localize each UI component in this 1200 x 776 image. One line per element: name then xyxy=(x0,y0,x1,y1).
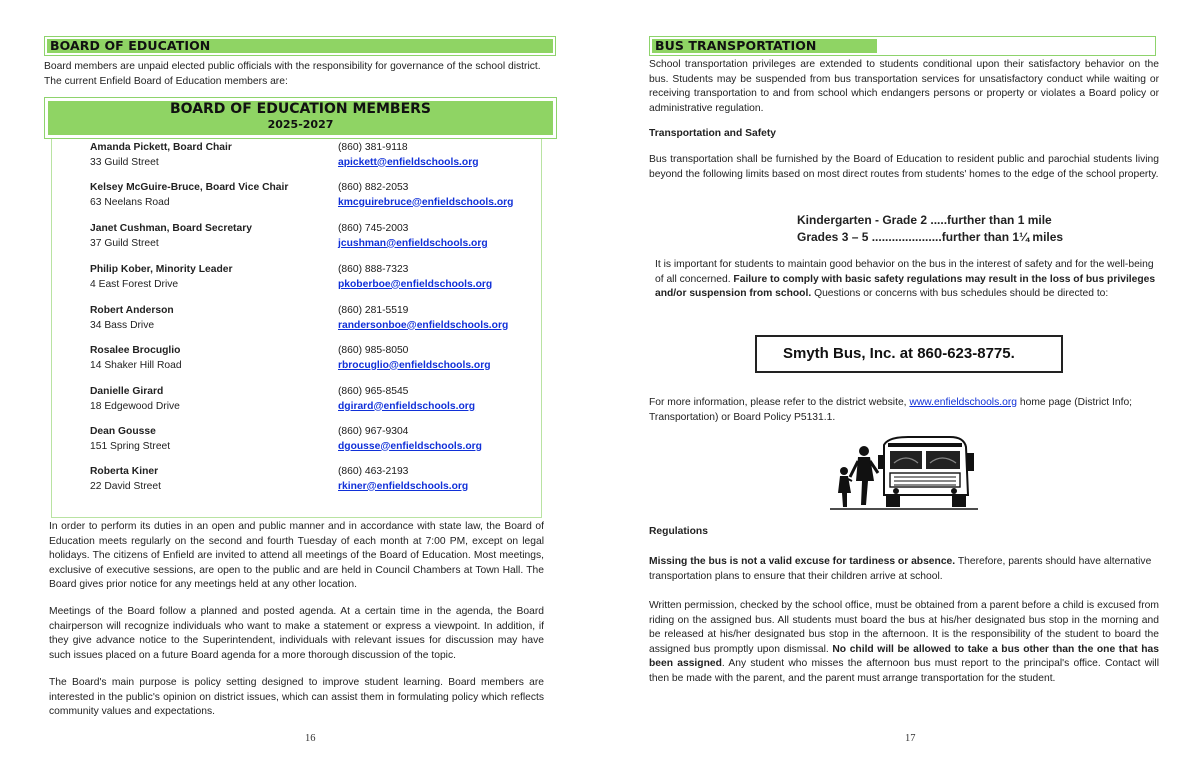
board-intro-line2: The current Enfield Board of Education members are: xyxy=(44,75,288,87)
bus-company-box: Smyth Bus, Inc. at 860-623-8775. xyxy=(755,335,1063,373)
member-name: Rosalee Brocuglio xyxy=(90,345,181,356)
behavior-lead: It is important for students to maintain good behavior on the bus in the interest of safety and for the well-being of all concerned. xyxy=(655,259,1154,285)
member-entry xyxy=(90,181,530,210)
limit-k2: Kindergarten - Grade 2 .....further than 1 mile xyxy=(797,213,1052,227)
member-address: 14 Shaker Hill Road xyxy=(90,359,182,371)
member-entry xyxy=(90,222,530,251)
bus-header-label: BUS TRANSPORTATION xyxy=(652,39,877,53)
board-intro xyxy=(44,60,574,89)
member-address: 34 Bass Drive xyxy=(90,319,155,331)
member-entry xyxy=(90,304,530,333)
missing-bus-warning: Missing the bus is not a valid excuse for tardiness or absence. xyxy=(649,556,956,567)
member-email-link[interactable]: kmcguirebruce@enfieldschools.org xyxy=(338,196,514,208)
member-phone: (860) 745-2003 xyxy=(338,223,409,234)
furnished-paragraph: Bus transportation shall be furnished by the Board of Education to resident public and parochial students living beyond the following limits based on most direct routes from students' homes to the edge of the school property. xyxy=(649,154,1159,180)
member-address: 33 Guild Street xyxy=(90,156,159,168)
member-entry xyxy=(90,465,530,494)
member-address: 37 Guild Street xyxy=(90,237,159,249)
member-entry xyxy=(90,385,530,414)
distance-limits xyxy=(797,212,1063,246)
member-name: Robert Anderson xyxy=(90,305,174,316)
behavior-paragraph xyxy=(655,258,1159,302)
member-email-link[interactable]: rkiner@enfieldschools.org xyxy=(338,480,469,492)
missing-bus-tail: Therefore, parents should have alternative transportation plans to ensure that their children arrive at school. xyxy=(649,556,1152,582)
member-phone: (860) 463-2193 xyxy=(338,466,409,477)
permission-warning: No child will be allowed to take a bus other than the one that has been assigned xyxy=(649,643,1159,670)
member-email-link[interactable]: apickett@enfieldschools.org xyxy=(338,156,479,168)
members-list xyxy=(51,139,542,518)
behavior-tail: Questions or concerns with bus schedules should be directed to: xyxy=(811,288,1109,300)
members-years: 2025-2027 xyxy=(267,118,334,131)
meetings-paragraph: In order to perform its duties in an open and public manner and in accordance with state law, the Board of Education meets regularly on the second and fourth Tuesday of each month at 7:00 PM, except on legal holidays. The citizens of Enfield are invited to attend all meetings of the Board of Education. Most meetings, exclusive of executive sessions, are open to the public and are held in Council Chambers at Town Hall. The Board gives prior notice for any meetings held at any other location. xyxy=(49,521,544,591)
right-page xyxy=(600,0,1200,776)
member-email-link[interactable]: rbrocuglio@enfieldschools.org xyxy=(338,359,491,371)
missing-bus-paragraph xyxy=(649,555,1159,584)
school-bus-with-children-icon xyxy=(828,433,988,513)
agenda-paragraph: Meetings of the Board follow a planned and posted agenda. At a certain time in the agenda, the Board chairperson will recognize individuals who want to make a statement or express a viewpoint. In addition, if they give advance notice to the Superintendent, individuals with relevant issues for discussion may have such issues placed on a future Board agenda for a more thorough discussion of the topic. xyxy=(49,606,544,661)
member-address: 22 David Street xyxy=(90,480,161,492)
board-intro-line1: Board members are unpaid elected public officials with the responsibility for governance of the school district. xyxy=(44,61,541,72)
member-phone: (860) 965-8545 xyxy=(338,386,409,397)
member-address: 4 East Forest Drive xyxy=(90,278,179,290)
member-entry xyxy=(90,263,530,292)
members-title-box xyxy=(44,97,557,139)
member-phone: (860) 888-7323 xyxy=(338,264,409,275)
members-title: BOARD OF EDUCATION MEMBERS xyxy=(170,101,431,117)
member-email-link[interactable]: dgirard@enfieldschools.org xyxy=(338,400,476,412)
district-website-link[interactable]: www.enfieldschools.org xyxy=(909,397,1017,408)
member-phone: (860) 967-9304 xyxy=(338,426,409,437)
member-phone: (860) 281-5519 xyxy=(338,305,409,316)
member-name: Amanda Pickett, Board Chair xyxy=(90,142,232,153)
permission-lead: Written permission, checked by the school office, must be obtained from a parent before a child is excused from riding on the assigned bus. All students must board the bus at his/her designated bus stop in the morning and be released at his/her designated bus stop in the afternoon. It is the responsibility of the student to board the assigned bus promptly upon dismissal. xyxy=(649,600,1159,655)
member-address: 63 Neelans Road xyxy=(90,196,170,208)
member-address: 18 Edgewood Drive xyxy=(90,400,180,412)
behavior-warning: Failure to comply with basic safety regulations may result in the loss of bus privileges and/or suspension from school. xyxy=(655,273,1156,300)
member-name: Dean Gousse xyxy=(90,426,156,437)
board-header xyxy=(44,36,556,56)
member-email-link[interactable]: pkoberboe@enfieldschools.org xyxy=(338,278,493,290)
member-phone: (860) 381-9118 xyxy=(338,142,408,153)
info-paragraph xyxy=(649,396,1159,425)
member-email-link[interactable]: dgousse@enfieldschools.org xyxy=(338,440,482,452)
member-name: Danielle Girard xyxy=(90,386,164,397)
member-name: Philip Kober, Minority Leader xyxy=(90,264,233,275)
member-name: Roberta Kiner xyxy=(90,466,159,477)
purpose-paragraph: The Board's main purpose is policy setting designed to improve student learning. Board members are interested in the public's opinion on district issues, which can assist them in formulating policy which reflects community values and expectations. xyxy=(49,677,544,718)
bus-header xyxy=(649,36,1156,56)
permission-paragraph xyxy=(649,599,1159,687)
member-phone: (860) 882-2053 xyxy=(338,182,409,193)
info-lead: For more information, please refer to the district website, xyxy=(649,397,910,408)
member-entry xyxy=(90,141,530,170)
info-tail: home page (District Info; Transportation) or Board Policy P5131.1. xyxy=(649,397,1133,423)
member-email-link[interactable]: randersonboe@enfieldschools.org xyxy=(338,319,509,331)
page-number-left: 16 xyxy=(305,733,316,744)
regulations-subheading: Regulations xyxy=(649,526,708,537)
member-entry xyxy=(90,344,530,373)
page-number-right: 17 xyxy=(905,733,916,744)
limit-3-5: Grades 3 – 5 .....................further than 1¼ miles xyxy=(797,230,1064,244)
privileges-paragraph: School transportation privileges are extended to students conditional upon their satisfactory behavior on the bus. Students may be suspended from bus transportation services for unsatisfactory conduct while waiting or receiving transportation to and from school which endangers persons or property or violates a Board policy or administrative regulation. xyxy=(649,59,1159,114)
member-email-link[interactable]: jcushman@enfieldschools.org xyxy=(338,237,488,249)
member-name: Kelsey McGuire-Bruce, Board Vice Chair xyxy=(90,182,289,193)
member-phone: (860) 985-8050 xyxy=(338,345,409,356)
safety-subheading: Transportation and Safety xyxy=(649,128,777,139)
member-address: 151 Spring Street xyxy=(90,440,171,452)
board-header-label: BOARD OF EDUCATION xyxy=(47,39,553,53)
member-entry xyxy=(90,425,530,454)
member-name: Janet Cushman, Board Secretary xyxy=(90,223,252,234)
permission-tail: . Any student who misses the afternoon bus must report to the principal's office. Contact will then be made with the parent, and the parent must arrange transportation for the student. xyxy=(649,658,1159,684)
